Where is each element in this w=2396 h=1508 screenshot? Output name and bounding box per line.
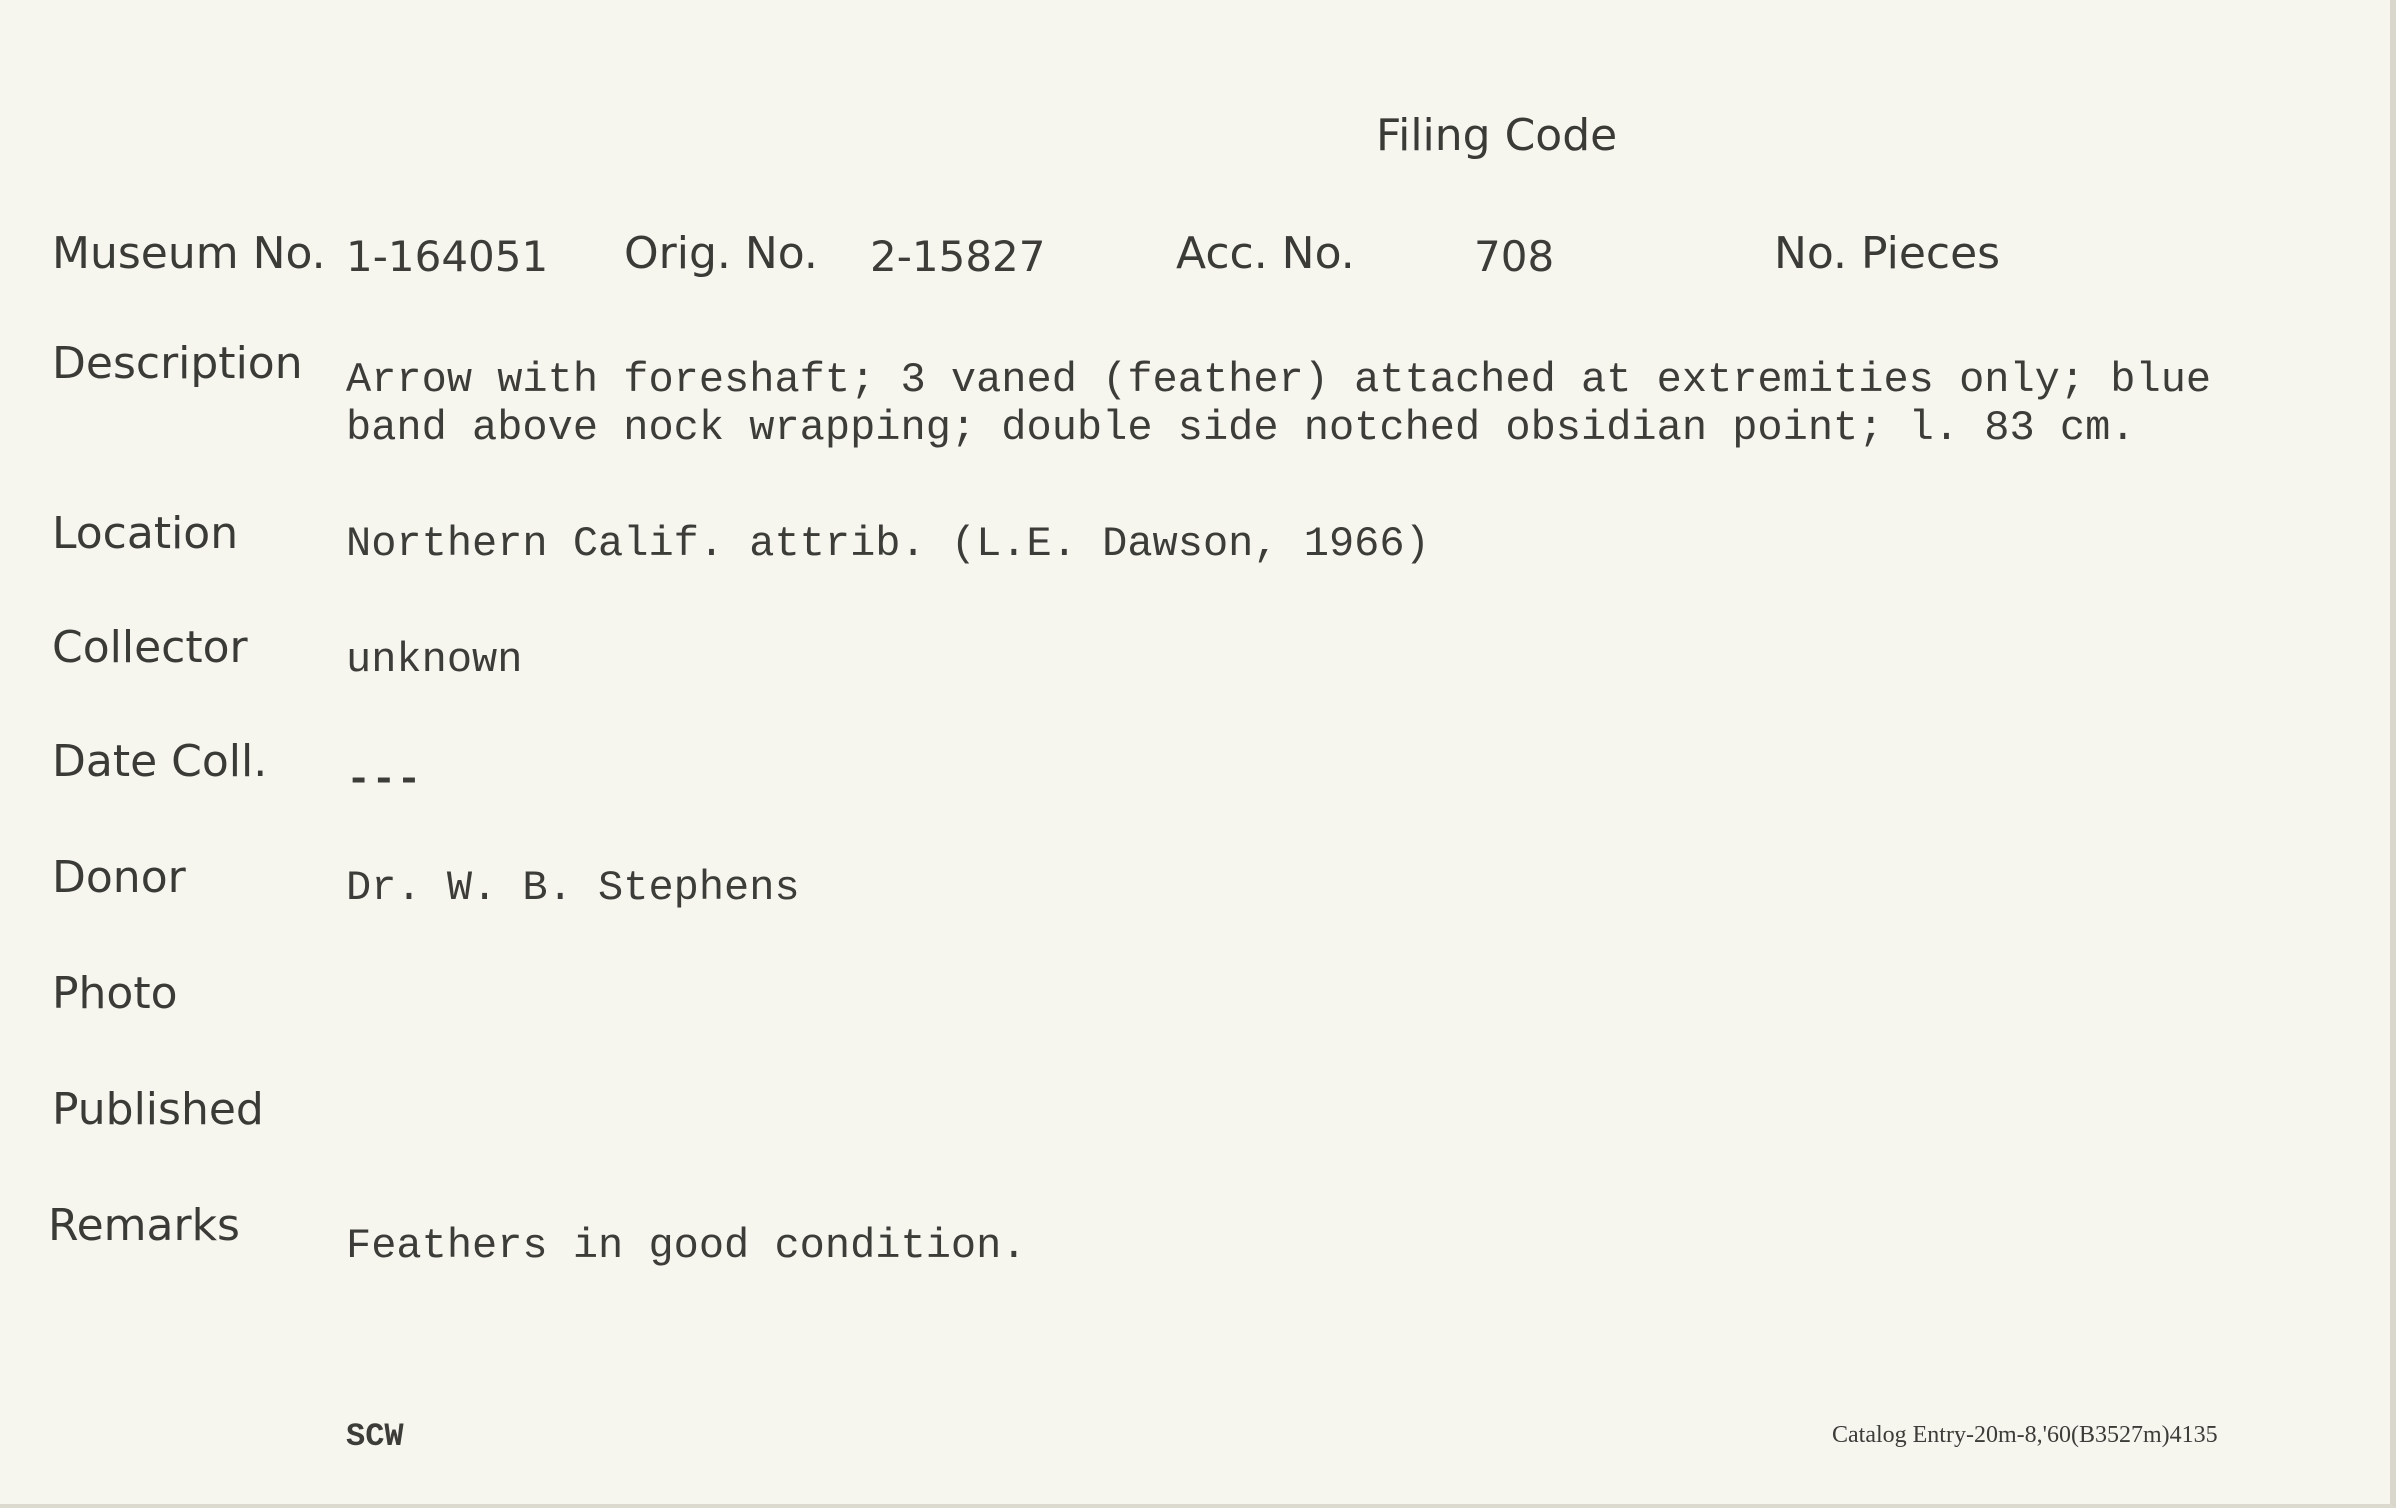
description-line: Arrow with foreshaft; 3 vaned (feather) attached at extremities only; blue: [346, 356, 2212, 404]
initials: SCW: [346, 1418, 404, 1455]
museum-no-value: 1-164051: [346, 232, 549, 281]
acc-no-label: Acc. No.: [1176, 228, 1355, 279]
no-pieces-label: No. Pieces: [1774, 228, 2001, 279]
orig-no-value: 2-15827: [870, 232, 1046, 281]
date-coll-value: ---: [346, 756, 422, 804]
remarks-value: Feathers in good condition.: [346, 1222, 1027, 1270]
published-label: Published: [52, 1084, 264, 1135]
orig-no-label: Orig. No.: [624, 228, 818, 279]
photo-label: Photo: [52, 968, 178, 1019]
acc-no-value: 708: [1474, 232, 1555, 281]
location-label: Location: [52, 508, 239, 559]
remarks-label: Remarks: [48, 1200, 240, 1251]
description-value: [346, 356, 2211, 452]
date-coll-label: Date Coll.: [52, 736, 268, 787]
description-line: band above nock wrapping; double side notched obsidian point; l. 83 cm.: [346, 404, 2136, 452]
donor-value: Dr. W. B. Stephens: [346, 864, 800, 912]
catalog-footer: Catalog Entry-20m-8,'60(B3527m)4135: [1832, 1422, 2218, 1448]
collector-label: Collector: [52, 622, 248, 673]
museum-no-label: Museum No.: [52, 228, 326, 279]
location-value: Northern Calif. attrib. (L.E. Dawson, 1966): [346, 520, 1430, 568]
description-label: Description: [52, 338, 303, 389]
filing-code-label: Filing Code: [1376, 110, 1618, 161]
donor-label: Donor: [52, 852, 186, 903]
collector-value: unknown: [346, 636, 523, 684]
